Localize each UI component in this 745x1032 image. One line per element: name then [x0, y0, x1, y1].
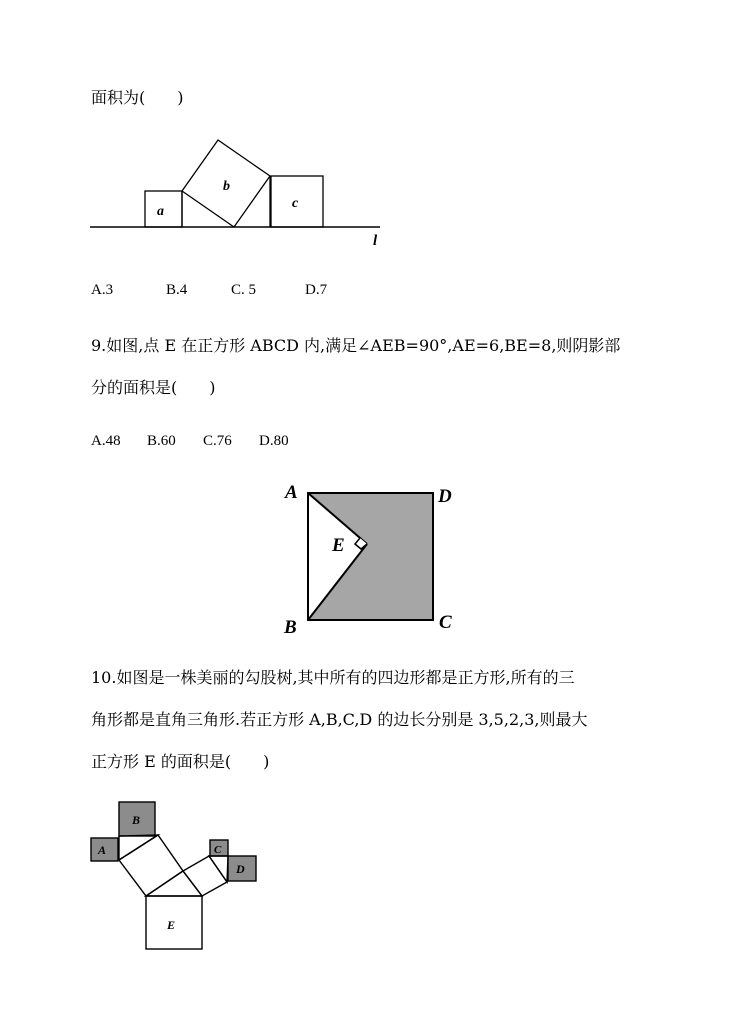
q8-option-c[interactable]: C. 5	[231, 282, 257, 298]
q9-label-b: B	[284, 617, 297, 638]
q9-label-a: A	[285, 482, 298, 503]
q10-label-e: E	[167, 918, 176, 932]
q8-option-b[interactable]: B.4	[166, 282, 188, 298]
q9-label-d: D	[438, 486, 452, 507]
q8-question-tail: 面积为( )	[91, 88, 184, 107]
q8-figure	[90, 135, 390, 255]
q10-label-b: B	[132, 813, 141, 827]
q8-option-d[interactable]: D.7	[305, 282, 328, 298]
q9-option-c[interactable]: C.76	[203, 433, 232, 449]
q8-option-a[interactable]: A.3	[91, 282, 114, 298]
q10-square-right-tilted	[183, 856, 227, 896]
q10-label-d: D	[236, 862, 245, 876]
q10-label-c: C	[214, 844, 222, 856]
q10-question-line-2: 角形都是直角三角形.若正方形 A,B,C,D 的边长分别是 3,5,2,3,则最大	[91, 710, 588, 729]
q9-question-line-2: 分的面积是( )	[91, 378, 216, 397]
q8-label-b: b	[223, 179, 230, 194]
q8-label-a: a	[157, 204, 164, 219]
q9-label-e: E	[332, 535, 345, 556]
q9-option-a[interactable]: A.48	[91, 433, 121, 449]
q10-question-line-1: 10.如图是一株美丽的勾股树,其中所有的四边形都是正方形,所有的三	[91, 668, 575, 687]
q10-question-line-3: 正方形 E 的面积是( )	[91, 752, 270, 771]
q9-label-c: C	[439, 612, 452, 633]
q10-figure	[88, 798, 268, 958]
q9-option-b[interactable]: B.60	[147, 433, 176, 449]
q8-label-l: l	[373, 233, 378, 249]
q9-shaded-region	[308, 493, 433, 620]
q10-square-left-tilted	[119, 835, 183, 896]
q8-label-c: c	[292, 196, 299, 211]
q9-figure	[280, 478, 470, 638]
q10-label-a: A	[98, 843, 107, 857]
q9-question-line-1: 9.如图,点 E 在正方形 ABCD 内,满足∠AEB=90°,AE=6,BE=8,则阴影部	[91, 336, 621, 355]
q9-option-d[interactable]: D.80	[259, 433, 289, 449]
